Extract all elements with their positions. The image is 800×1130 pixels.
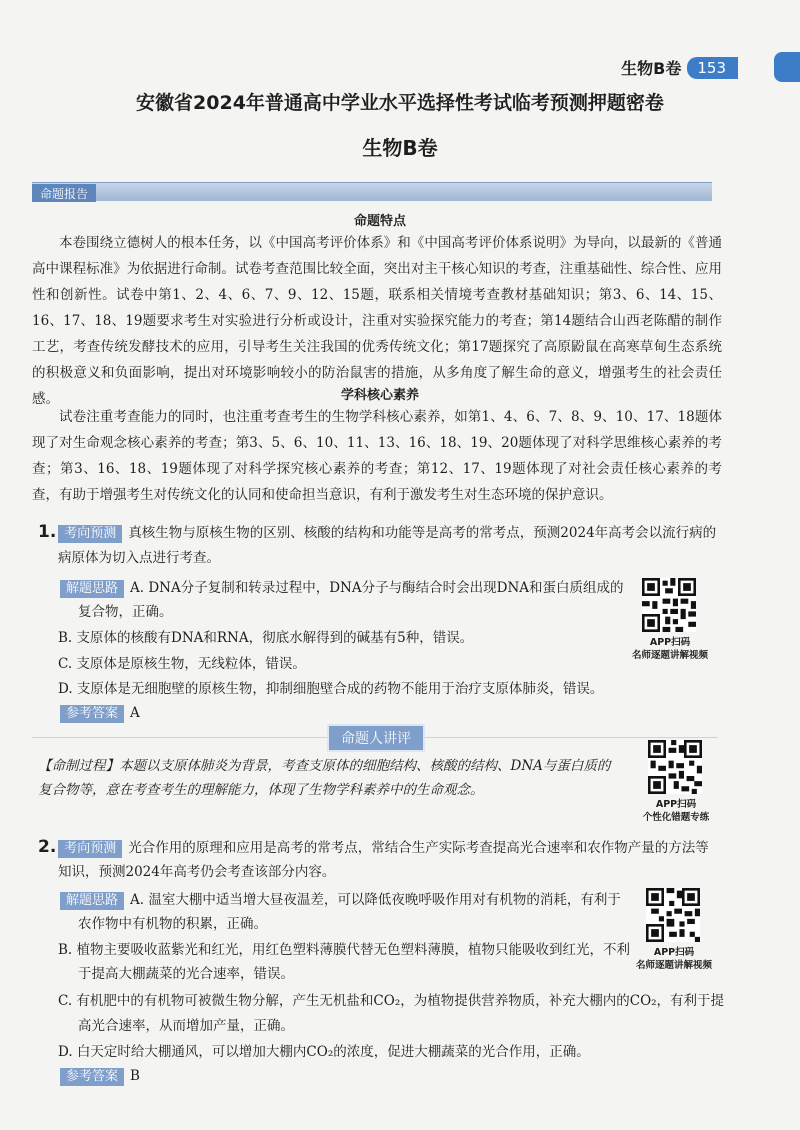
q1-qr-code-icon[interactable] <box>642 578 696 632</box>
q1-answer-tag: 参考答案 <box>60 705 124 723</box>
q1-qr-caption <box>624 636 716 662</box>
q1-intro <box>38 522 716 543</box>
literacy-text: 试卷注重考查能力的同时，也注重考查考生的生物学科核心素养，如第1、4、6、7、8、9、10、17、18题体现了对生命观念核心素养的考查；第3、5、6、10、11、13、16、18、19、20题体现了对科学思维核心素养的考查；第3、16、18、19题体现了对科学探究核心素养的考查；第12、17、19题体现了对社会责任核心素养的考查，有助于增强考生对传统文化的认同和使命担当意识，有利于激发考生对生态环境的保护意识。 <box>32 409 722 503</box>
q2-qr-caption-line-2: 名师逐题讲解视频 <box>635 960 712 971</box>
q2-number: 2. <box>38 837 57 857</box>
lecture-line-2: 复合物等，意在考查考生的理解能力，体现了生物学科素养中的生命观念。 <box>38 782 484 798</box>
q1-answer-value: A <box>130 705 140 721</box>
q1-option-b: B. 支原体的核酸有DNA和RNA，彻底水解得到的碱基有5种，错误。 <box>58 630 474 646</box>
q2-answer-value: B <box>130 1068 140 1084</box>
q2-intro-text-2: 知识，预测2024年高考仍会考查该部分内容。 <box>58 864 336 880</box>
q2-intro <box>38 837 709 858</box>
q1-analysis-tag: 解题思路 <box>60 580 124 598</box>
q1-option-d: D. 支原体是无细胞壁的原核生物，抑制细胞壁合成的药物不能用于治疗支原体肺炎，错误。 <box>58 681 604 697</box>
running-header <box>621 56 738 79</box>
features-text: 本卷围绕立德树人的根本任务，以《中国高考评价体系》和《中国高考评价体系说明》为导向，以最新的《普通高中课程标准》为依据进行命制。试卷考查范围比较全面，突出对主干核心知识的考查，注重基础性、综合性、应用性和创新性。试卷中第1、2、4、6、7、9、12、15题，联系相关情境考查教材基础知识；第3、6、14、15、16、17、18、19题要求考生对实验进行分析或设计，注重对实验探究能力的考查；第14题结合山西老陈醋的制作工艺，考查传统发酵技术的应用，引导考生关注我国的优秀传统文化；第17题探究了高原鼢鼠在高寒草甸生态系统的积极意义和负面影响，提出对环境影响较小的防治鼠害的措施，从多角度了解生命的意义，增强考生的社会责任感。 <box>32 235 722 407</box>
header-subject: 生物B卷 <box>621 59 682 78</box>
q2-qr-caption-line-1: APP扫码 <box>653 947 695 958</box>
q1-intro-text-1: 真核生物与原核生物的区别、核酸的结构和功能等是高考的常考点，预测2024年高考会以流行病的 <box>128 525 717 541</box>
lecture-qr-code-icon[interactable] <box>648 740 702 794</box>
lecture-qr-caption-line-2: 个性化错题专练 <box>642 812 710 823</box>
q2-analysis-tag: 解题思路 <box>60 892 124 910</box>
q2-option-b-1: B. 植物主要吸收蓝紫光和红光，用红色塑料薄膜代替无色塑料薄膜，植物只能吸收到红光，不利 <box>58 942 631 958</box>
page-number: 153 <box>687 57 738 79</box>
literacy-paragraph <box>32 404 722 508</box>
page-title: 安徽省2024年普通高中学业水平选择性考试临考预测押题密卷 <box>136 92 664 114</box>
q2-option-a-1: A. 温室大棚中适当增大昼夜温差，可以降低夜晚呼吸作用对有机物的消耗，有利于 <box>130 892 621 908</box>
lecture-banner: 命题人讲评 <box>327 724 425 752</box>
q2-forecast-tag: 考向预测 <box>58 840 122 858</box>
q1-option-a-2: 复合物，正确。 <box>78 604 173 620</box>
q1-qr-caption-line-2: 名师逐题讲解视频 <box>631 650 708 661</box>
section-banner-label: 命题报告 <box>32 184 96 202</box>
q1-option-a-1: A. DNA分子复制和转录过程中，DNA分子与酶结合时会出现DNA和蛋白质组成的 <box>130 580 624 596</box>
q1-qr-caption-line-1: APP扫码 <box>649 637 691 648</box>
q2-option-d: D. 白天定时给大棚通风，可以增加大棚内CO₂的浓度，促进大棚蔬菜的光合作用，正确。 <box>58 1044 590 1060</box>
q2-analysis <box>58 890 621 910</box>
q2-answer <box>58 1066 140 1086</box>
lecture-qr-caption <box>630 798 722 824</box>
q2-option-c-2: 高光合速率，从而增加产量，正确。 <box>78 1018 294 1034</box>
q2-option-a-2: 农作物中有机物的积累，正确。 <box>78 916 267 932</box>
q1-number: 1. <box>38 522 57 542</box>
section-banner <box>32 182 712 201</box>
q2-intro-text-1: 光合作用的原理和应用是高考的常考点，常结合生产实际考查提高光合速率和农作物产量的方法等 <box>128 840 709 856</box>
lecture-qr-caption-line-1: APP扫码 <box>655 799 697 810</box>
page-subtitle: 生物B卷 <box>362 136 438 160</box>
q1-analysis <box>58 578 624 598</box>
q2-qr-code-icon[interactable] <box>646 888 700 942</box>
q1-intro-text-2: 病原体为切入点进行考查。 <box>58 550 220 566</box>
q2-option-c-1: C. 有机肥中的有机物可被微生物分解，产生无机盐和CO₂，为植物提供营养物质，补充大棚内的CO₂，有利于提 <box>58 993 725 1009</box>
q1-option-c: C. 支原体是原核生物，无线粒体，错误。 <box>58 656 306 672</box>
features-heading: 命题特点 <box>353 214 406 229</box>
q2-answer-tag: 参考答案 <box>60 1068 124 1086</box>
literacy-heading: 学科核心素养 <box>340 388 419 403</box>
page-edge-tab <box>774 52 800 82</box>
q1-answer <box>58 703 140 723</box>
lecture-line-1: 【命制过程】本题以支原体肺炎为背景，考查支原体的细胞结构、核酸的结构、DNA与蛋白质的 <box>38 758 611 774</box>
q2-option-b-2: 于提高大棚蔬菜的光合速率，错误。 <box>78 966 294 982</box>
q2-qr-caption <box>628 946 720 972</box>
q1-forecast-tag: 考向预测 <box>58 525 122 543</box>
